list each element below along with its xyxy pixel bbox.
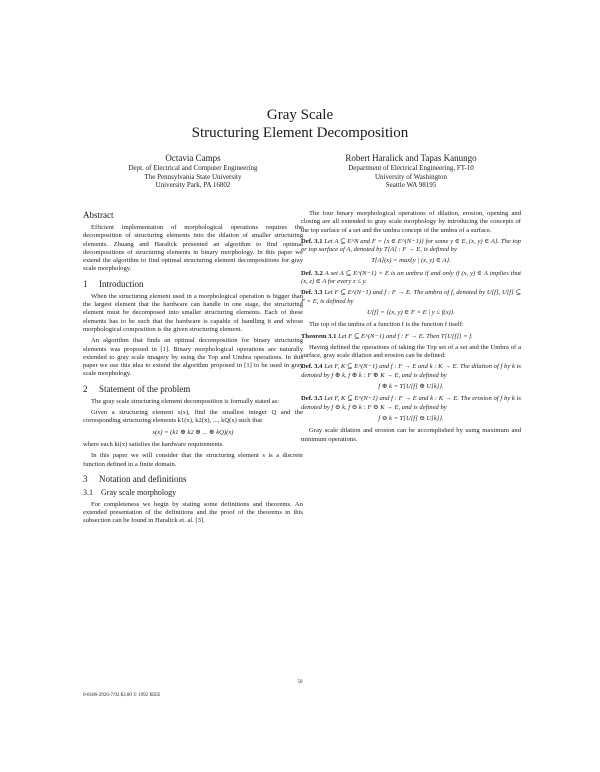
author-affiliation: The Pennsylvania State University bbox=[144, 172, 242, 181]
definition-label: Def. 3.2 bbox=[301, 269, 323, 277]
author-affiliation: University of Washington bbox=[374, 172, 448, 181]
theorem-text: Let F ⊆ E^(N−1) and f : F → E. Then T[U[f]] = f. bbox=[338, 332, 473, 340]
copyright-notice: 0-8186-2920-7/92 $3.00 © 1992 IEEE bbox=[83, 693, 161, 698]
title-line-1: Gray Scale bbox=[266, 107, 334, 123]
theorem-label: Theorem 3.1 bbox=[301, 332, 337, 340]
definition bbox=[301, 395, 521, 412]
subsection-title: Gray scale morphology bbox=[101, 487, 177, 497]
author-block-1 bbox=[93, 152, 293, 190]
paragraph: An algorithm that finds an optimal decomposition for binary structuring elements was proposed in [1]. Binary morphological operations are naturally extended to gray scale imagery by using the Top and Umbra operations. In this paper we use this idea to extend the algorithm proposed in [1] to be used in gray scale morphology. bbox=[83, 337, 303, 378]
definition-text: A set A ⊆ E^(N−1) × E is an umbra if and only if (x, y) ∈ A implies that (x, z) ∈ A for every z ≤ y. bbox=[301, 269, 521, 286]
author-affiliation: Department of Electrical Engineering, FT-10 bbox=[348, 164, 474, 172]
paragraph: In this paper we will consider that the structuring element s is a discrete function defined in a finite domain. bbox=[83, 452, 303, 468]
definition bbox=[301, 238, 521, 255]
definition-label: Def. 3.5 bbox=[301, 395, 323, 403]
paragraph: Having defined the operations of taking the Top set of a set and the Umbra of a surface, gray scale dilation and erosion can be defined: bbox=[301, 343, 521, 360]
equation: U[f] = {(x, y) ∈ F × E | y ≤ f(x)}. bbox=[366, 308, 456, 316]
definition-text: Let A ⊆ E^N and F = {x ∈ E^(N−1)} for some y ∈ E, (x, y) ∈ A}. The top or top surface of A, denoted by T[A] : F → E, is defined by bbox=[301, 237, 521, 254]
author-affiliation: University Park, PA 16802 bbox=[155, 181, 231, 189]
author-block-2 bbox=[296, 152, 526, 190]
definition-text: Let F, K ⊆ E^(N−1) and f : F → E and k : K → E. The dilation of f by k is denoted by f ⊕ k, f ⊕ k : F ⊕ K → E, and is defined by bbox=[301, 363, 521, 379]
definition-text: Let F ⊆ E^(N−1) and f : F → E. The umbra of f, denoted by U[f], U[f] ⊆ F × E, is defined by bbox=[301, 289, 521, 305]
author-name: Robert Haralick and Tapas Kanungo bbox=[345, 153, 477, 163]
equation: f ⊖ k = T{U[f] ⊖ U[k]}. bbox=[378, 414, 444, 422]
title-line-2: Structuring Element Decomposition bbox=[191, 125, 409, 141]
paragraph: Given a structuring element s(x), find the smallest integer Q and the corresponding structuring elements k1(x), k2(x), ..., kQ(x) such that bbox=[83, 409, 303, 425]
definition-text: Let F, K ⊆ E^(N−1) and f : F → E and k : K → E. The erosion of f by k is denoted by f ⊖ k, f ⊖ k : F ⊖ K → E, and is defined by bbox=[301, 395, 521, 411]
abstract-heading: Abstract bbox=[83, 210, 114, 220]
definition bbox=[301, 289, 521, 306]
paragraph: where each ki(x) satisfies the hardware requirements. bbox=[83, 440, 224, 448]
theorem bbox=[301, 333, 521, 341]
paragraph: Gray scale dilation and erosion can be accomplished by using maximum and minimum operations. bbox=[301, 427, 521, 443]
subsection-number: 3.1 bbox=[83, 487, 93, 497]
section-title: Notation and definitions bbox=[99, 473, 187, 484]
definition-label: Def. 3.3 bbox=[301, 289, 323, 297]
section-heading bbox=[83, 474, 303, 485]
paragraph: The top of the umbra of a function f is the function f itself: bbox=[309, 321, 464, 329]
definition-label: Def. 3.1 bbox=[301, 237, 323, 245]
equation: T[A](x) = max{y | (x, y) ∈ A}. bbox=[371, 257, 451, 265]
section-number: 1 bbox=[83, 278, 88, 289]
equation: s(x) = (k1 ⊕ k2 ⊕ ... ⊕ kQ)(x) bbox=[152, 428, 234, 436]
definition-label: Def. 3.4 bbox=[301, 363, 323, 371]
paragraph: The gray scale structuring element decomposition is formally stated as: bbox=[91, 397, 280, 405]
subsection-heading bbox=[83, 488, 303, 498]
page-number: 50 bbox=[297, 680, 303, 685]
author-name: Octavia Camps bbox=[165, 153, 221, 163]
section-title: Statement of the problem bbox=[99, 383, 191, 394]
paragraph: For completeness we begin by stating some definitions and theorems. An extended presentation of the definitions and the proof of the theorems in this subsection can be found in Haralick et. al. [3]. bbox=[83, 500, 303, 525]
definition bbox=[301, 270, 521, 287]
paragraph: When the structuring element used in a morphological operation is bigger than the largest element that the hardware can handle in one stage, the structuring element must be decomposed into smaller structuring elements. Each of these elements has to be such that the hardware is capable of handling it and whose morphological composition is the given structuring element. bbox=[83, 292, 303, 333]
section-heading bbox=[83, 384, 303, 395]
section-heading bbox=[83, 279, 303, 290]
abstract-text: Efficient implementation of morphological operations requires the decomposition of structuring elements into the dilation of smaller structuring elements. Zhuang and Haralick presented an algorithm to find optimal decompositions of structuring elements in binary morphology. In this paper we extend the algorithm to find optimal structuring element decompositions for gray scale morphology. bbox=[83, 224, 303, 273]
section-number: 2 bbox=[83, 383, 88, 394]
author-affiliation: Seattle WA 98195 bbox=[385, 181, 437, 189]
author-affiliation: Dept. of Electrical and Computer Engineering bbox=[128, 164, 258, 172]
left-column bbox=[83, 210, 303, 529]
section-number: 3 bbox=[83, 473, 88, 484]
paragraph: The four binary morphological operations of dilation, erosion, opening and closing are all extended to gray scale morphology by introducing the concepts of the top surface of a set and the umbra concept of the umbra of a surface. bbox=[301, 210, 521, 234]
definition bbox=[301, 363, 521, 380]
equation: f ⊕ k = T{U[f] ⊕ U[k]}. bbox=[378, 383, 444, 391]
section-title: Introduction bbox=[99, 278, 144, 289]
right-column bbox=[301, 210, 521, 447]
